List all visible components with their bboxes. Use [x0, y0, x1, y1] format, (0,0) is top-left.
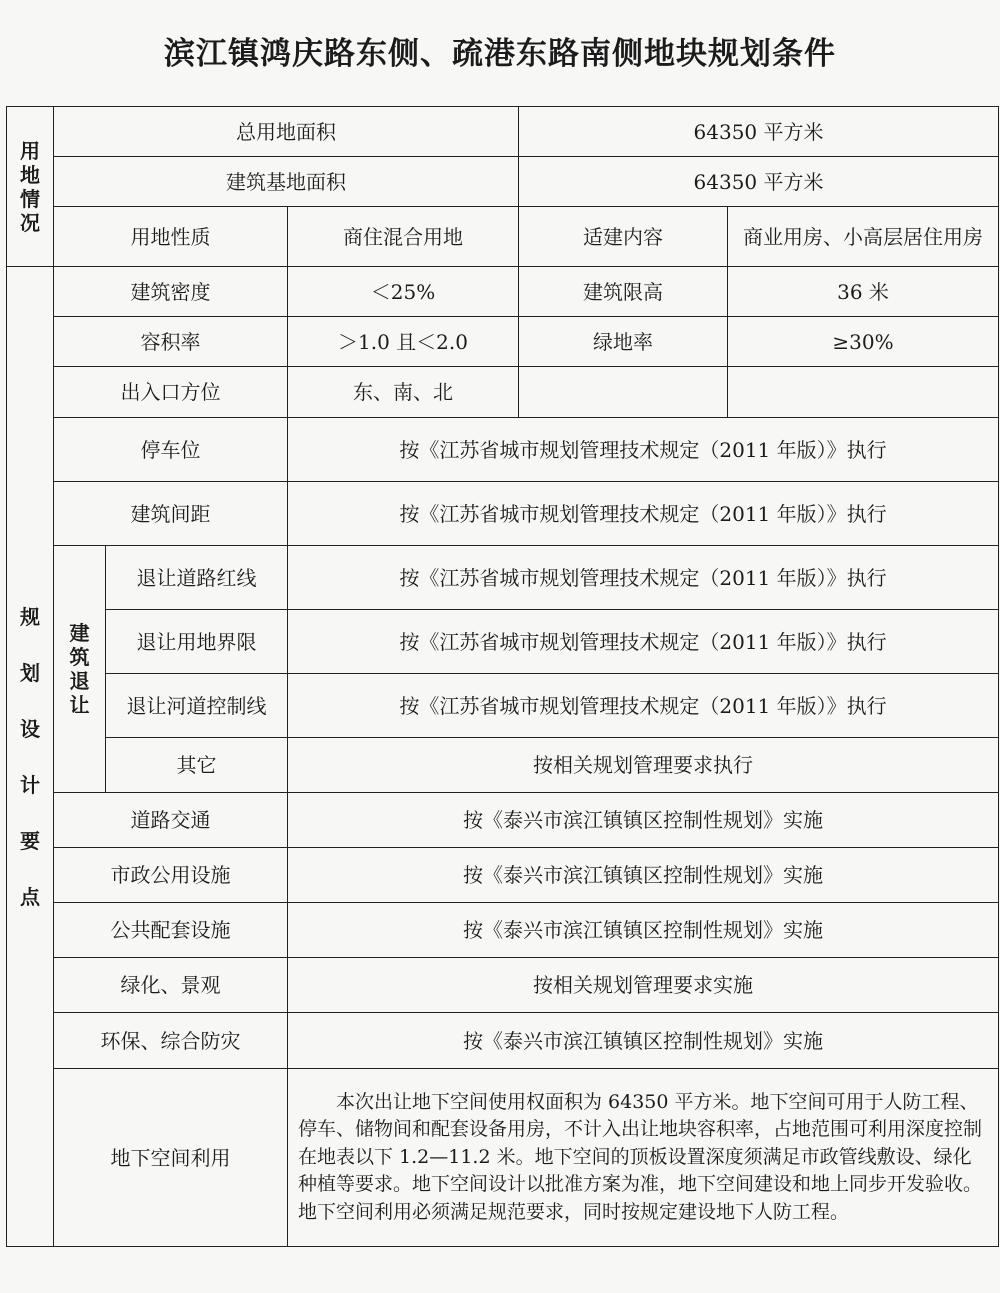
cell-value: 36 米 [728, 267, 999, 317]
section-land-label [7, 107, 54, 267]
cell-value: 按《江苏省城市规划管理技术规定（2011 年版）》执行 [288, 546, 999, 610]
cell-label: 用地性质 [54, 207, 288, 267]
cell-label: 市政公用设施 [54, 848, 288, 903]
cell-label: 环保、综合防灾 [54, 1013, 288, 1069]
vertical-char: 退 [69, 669, 90, 693]
cell-label: 建筑密度 [54, 267, 288, 317]
cell-value: 按《江苏省城市规划管理技术规定（2011 年版）》执行 [288, 610, 999, 674]
cell-value: 按《江苏省城市规划管理技术规定（2011 年版）》执行 [288, 482, 999, 546]
underground-paragraph: 本次出让地下空间使用权面积为 64350 平方米。地下空间可用于人防工程、停车、储物间和配套设备用房，不计入出让地块容积率，占地范围可利用深度控制在地表以下 1.2—11.2 米。地下空间的顶板设置深度须满足市政管线敷设、绿化种植等要求。地下空间设计以批准方案为准，地下空间建设和地上同步开发验收。地下空间利用必须满足规范要求，同时按规定建设地下人防工程。 [288, 1069, 999, 1247]
table-row [7, 546, 999, 610]
vertical-char: 建 [69, 621, 90, 645]
cell-value: 按《泰兴市滨江镇镇区控制性规划》实施 [288, 1013, 999, 1069]
cell-label: 退让河道控制线 [106, 674, 288, 738]
cell-value: 按《泰兴市滨江镇镇区控制性规划》实施 [288, 903, 999, 958]
section-planning-text [11, 605, 49, 909]
vertical-char: 让 [69, 693, 90, 717]
table-row [7, 674, 999, 738]
cell-label: 公共配套设施 [54, 903, 288, 958]
cell-value: 东、南、北 [288, 367, 519, 418]
cell-value: 按《泰兴市滨江镇镇区控制性规划》实施 [288, 848, 999, 903]
vertical-char: 情 [20, 186, 40, 211]
cell-label: 绿化、景观 [54, 958, 288, 1013]
cell-value: 按《泰兴市滨江镇镇区控制性规划》实施 [288, 793, 999, 848]
vertical-char: 规 [20, 604, 40, 629]
table-row [7, 1013, 999, 1069]
cell-label: 总用地面积 [54, 107, 519, 157]
cell-value: 按相关规划管理要求实施 [288, 958, 999, 1013]
table-row [7, 848, 999, 903]
cell-label: 建筑基地面积 [54, 157, 519, 207]
cell-label: 道路交通 [54, 793, 288, 848]
vertical-char: 况 [20, 210, 40, 235]
vertical-char: 用 [20, 138, 40, 163]
table-row [7, 482, 999, 546]
cell-value: ≥30% [728, 317, 999, 367]
table-row [7, 207, 999, 267]
vertical-char: 划 [20, 660, 40, 685]
table-row [7, 610, 999, 674]
cell-label: 退让道路红线 [106, 546, 288, 610]
section-planning-label [7, 267, 54, 1247]
vertical-char: 点 [20, 884, 40, 909]
cell-label: 停车位 [54, 418, 288, 482]
vertical-char: 计 [20, 772, 40, 797]
cell-label: 建筑间距 [54, 482, 288, 546]
cell-value: 64350 平方米 [519, 157, 999, 207]
table-row [7, 157, 999, 207]
cell-value: ＜25% [288, 267, 519, 317]
table-row [7, 418, 999, 482]
table-row [7, 903, 999, 958]
planning-conditions-table [6, 106, 999, 1247]
cell-value: 商住混合用地 [288, 207, 519, 267]
cell-value: 按《江苏省城市规划管理技术规定（2011 年版）》执行 [288, 418, 999, 482]
vertical-char: 地 [20, 162, 40, 187]
cell-label: 绿地率 [519, 317, 728, 367]
cell-label: 其它 [106, 738, 288, 793]
cell-value: 64350 平方米 [519, 107, 999, 157]
table-row [7, 958, 999, 1013]
cell-value: ＞1.0 且＜2.0 [288, 317, 519, 367]
vertical-char: 筑 [69, 645, 90, 669]
group-setback-label [54, 546, 106, 793]
cell-label: 容积率 [54, 317, 288, 367]
cell-value: 按《江苏省城市规划管理技术规定（2011 年版）》执行 [288, 674, 999, 738]
cell-label: 建筑限高 [519, 267, 728, 317]
cell-label: 适建内容 [519, 207, 728, 267]
cell-label: 地下空间利用 [54, 1069, 288, 1247]
cell-empty [519, 367, 728, 418]
cell-empty [728, 367, 999, 418]
vertical-char: 要 [20, 828, 40, 853]
table-row [7, 793, 999, 848]
cell-value: 商业用房、小高层居住用房 [728, 207, 999, 267]
table-row [7, 267, 999, 317]
cell-value: 按相关规划管理要求执行 [288, 738, 999, 793]
page-title: 滨江镇鸿庆路东侧、疏港东路南侧地块规划条件 [164, 36, 836, 72]
table-row [7, 738, 999, 793]
group-setback-text [58, 621, 101, 717]
section-land-text [11, 139, 49, 235]
table-row [7, 317, 999, 367]
table-row [7, 107, 999, 157]
vertical-char: 设 [20, 716, 40, 741]
cell-label: 出入口方位 [54, 367, 288, 418]
table-row [7, 367, 999, 418]
table-row [7, 1069, 999, 1247]
cell-label: 退让用地界限 [106, 610, 288, 674]
